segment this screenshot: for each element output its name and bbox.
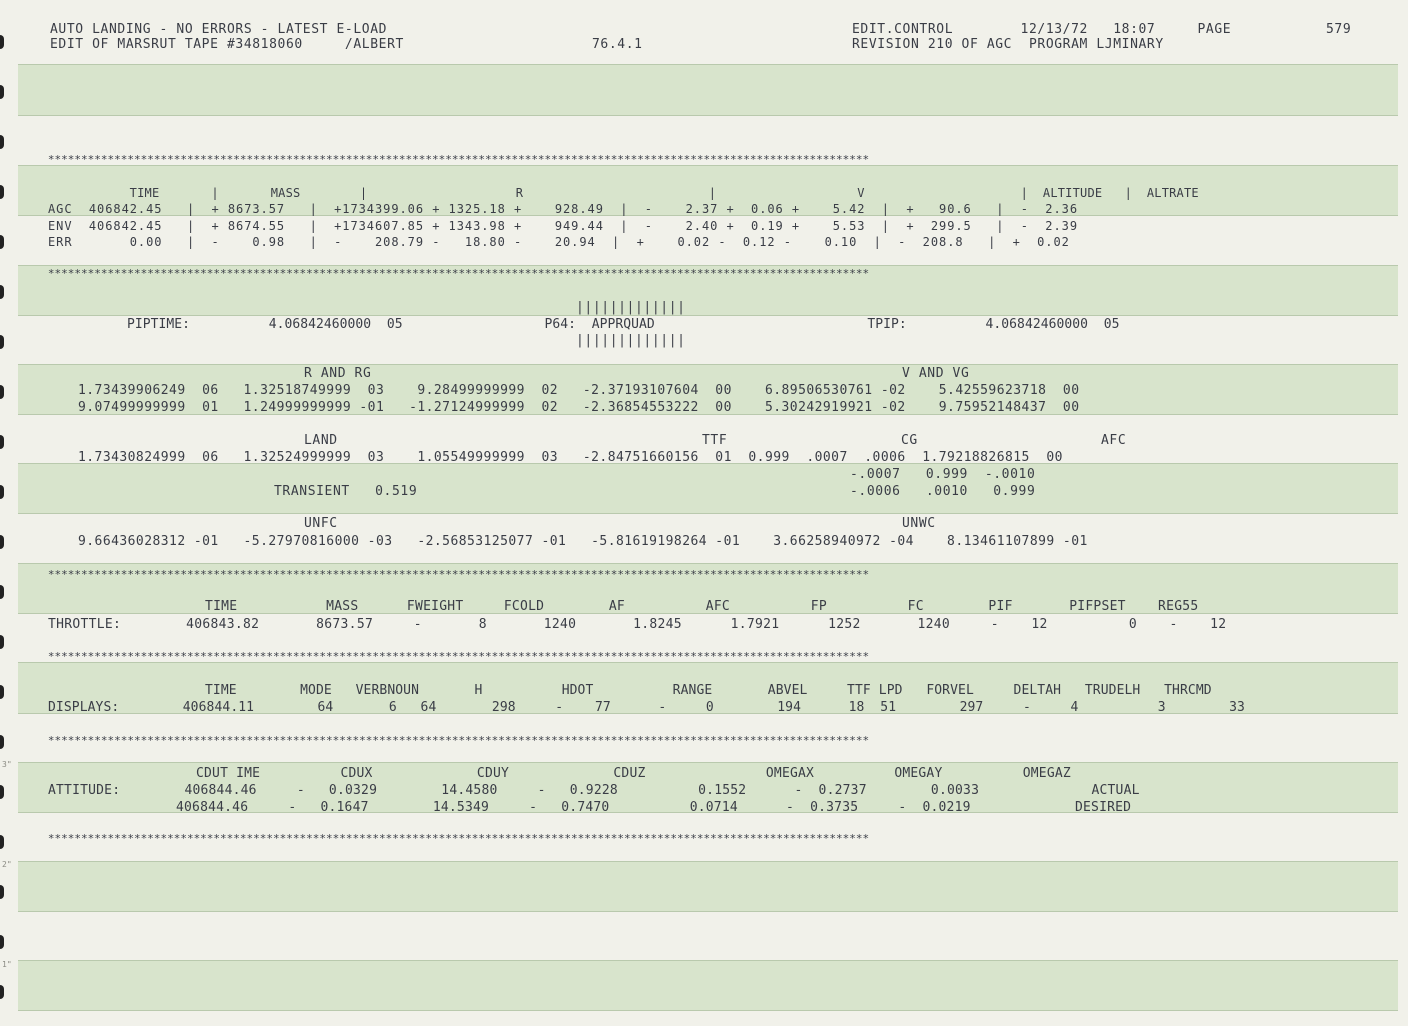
header-control: EDIT.CONTROL 12/13/72 18:07 PAGE	[852, 22, 1232, 37]
feed-hole	[0, 785, 4, 799]
header-edit-line: EDIT OF MARSRUT TAPE #34818060 /ALBERT	[50, 37, 404, 52]
cg-label: CG	[901, 433, 918, 448]
program-bar-top: |||||||||||||	[576, 300, 686, 315]
green-bar	[18, 861, 1398, 912]
feed-hole	[0, 135, 4, 149]
margin-mark: 3"	[2, 760, 12, 769]
unwc-label: UNWC	[902, 516, 936, 531]
r-rg-row-1: 1.73439906249 06 1.32518749999 03 9.28499999999 02 -2.37193107604 00 6.89506530761 -02 5.42559623718 00	[78, 383, 1080, 398]
throttle-row: THROTTLE: 406843.82 8673.57 - 8 1240 1.8245 1.7921 1252 1240 - 12 0 - 12	[48, 617, 1227, 632]
green-bar	[18, 64, 1398, 116]
feed-hole	[0, 335, 4, 349]
attitude-desired-row: 406844.46 - 0.1647 14.5349 - 0.7470 0.0714 - 0.3735 - 0.0219 DESIRED	[176, 800, 1132, 815]
unfc-label: UNFC	[304, 516, 338, 531]
transient-line: TRANSIENT 0.519	[274, 484, 418, 499]
env-row: ENV 406842.45 | + 8674.55 | +1734607.85 + 1343.98 + 949.44 | - 2.40 + 0.19 + 5.53 | + 299.5 | - 2.39	[48, 219, 1079, 233]
feed-hole	[0, 85, 4, 99]
attitude-actual-row: ATTITUDE: 406844.46 - 0.0329 14.4580 - 0.9228 0.1552 - 0.2737 0.0033 ACTUAL	[48, 783, 1140, 798]
page-number: 579	[1326, 22, 1352, 37]
separator-line: ****************************************************************************************************************************	[28, 734, 870, 747]
ttf-label: TTF	[702, 433, 728, 448]
cg-matrix-row-2: -.0007 0.999 -.0010	[850, 467, 1036, 482]
displays-headers: TIME MODE VERBNOUN H HDOT RANGE ABVEL TTF LPD FORVEL DELTAH TRUDELH THRCMD	[205, 683, 1212, 698]
land-label: LAND	[304, 433, 338, 448]
land-row: 1.73430824999 06 1.32524999999 03 1.05549999999 03 -2.84751660156 01 0.999 .0007 .0006 1.79218826815 00	[78, 450, 1063, 465]
margin-mark: 2"	[2, 860, 12, 869]
r-rg-row-2: 9.07499999999 01 1.24999999999 -01 -1.27124999999 02 -2.36854553222 00 5.30242919921 -02 9.75952148437 00	[78, 400, 1080, 415]
r-and-rg-label: R AND RG	[304, 366, 372, 381]
feed-hole	[0, 585, 4, 599]
feed-hole	[0, 535, 4, 549]
feed-hole	[0, 435, 4, 449]
program-bar-bottom: |||||||||||||	[576, 333, 686, 348]
throttle-headers: TIME MASS FWEIGHT FCOLD AF AFC FP FC PIF PIFPSET REG55	[205, 599, 1199, 614]
feed-hole	[0, 935, 4, 949]
separator-line: ****************************************************************************************************************************	[28, 832, 870, 845]
green-bar	[18, 463, 1398, 514]
green-bar	[18, 960, 1398, 1011]
attitude-headers: CDUT IME CDUX CDUY CDUZ OMEGAX OMEGAY OMEGAZ	[196, 766, 1071, 781]
header-version: 76.4.1	[592, 37, 643, 52]
feed-hole	[0, 285, 4, 299]
feed-hole	[0, 385, 4, 399]
feed-hole	[0, 635, 4, 649]
header-revision: REVISION 210 OF AGC PROGRAM LJMINARY	[852, 37, 1164, 52]
afc-label: AFC	[1101, 433, 1127, 448]
header-title: AUTO LANDING - NO ERRORS - LATEST E-LOAD	[50, 22, 388, 37]
feed-hole	[0, 685, 4, 699]
separator-line: ****************************************************************************************************************************	[28, 568, 870, 581]
feed-hole	[0, 885, 4, 899]
displays-row: DISPLAYS: 406844.11 64 6 64 298 - 77 - 0 194 18 51 297 - 4 3 33	[48, 700, 1245, 715]
separator-line: ****************************************************************************************************************************	[28, 267, 870, 280]
state-column-headers: TIME | MASS | R | V | ALTITUDE | ALTRATE	[48, 186, 1199, 200]
err-row: ERR 0.00 | - 0.98 | - 208.79 - 18.80 - 20.94 | + 0.02 - 0.12 - 0.10 | - 208.8 | + 0.02	[48, 235, 1070, 249]
unfc-unwc-row: 9.66436028312 -01 -5.27970816000 -03 -2.56853125077 -01 -5.81619198264 -01 3.66258940972 -04 8.13461107899 -01	[78, 534, 1088, 549]
feed-hole	[0, 985, 4, 999]
agc-row: AGC 406842.45 | + 8673.57 | +1734399.06 + 1325.18 + 928.49 | - 2.37 + 0.06 + 5.42 | + 90.6 | - 2.36	[48, 202, 1079, 216]
feed-hole	[0, 35, 4, 49]
v-and-vg-label: V AND VG	[902, 366, 970, 381]
cg-matrix-row-3: -.0006 .0010 0.999	[850, 484, 1036, 499]
feed-hole	[0, 485, 4, 499]
separator-line: ****************************************************************************************************************************	[28, 650, 870, 663]
separator-line: ****************************************************************************************************************************	[28, 153, 870, 166]
margin-mark: 1"	[2, 960, 12, 969]
feed-hole	[0, 735, 4, 749]
feed-hole	[0, 835, 4, 849]
piptime-line: PIPTIME: 4.06842460000 05 P64: APPRQUAD TPIP: 4.06842460000 05	[127, 317, 1120, 332]
feed-hole	[0, 185, 4, 199]
feed-hole	[0, 235, 4, 249]
